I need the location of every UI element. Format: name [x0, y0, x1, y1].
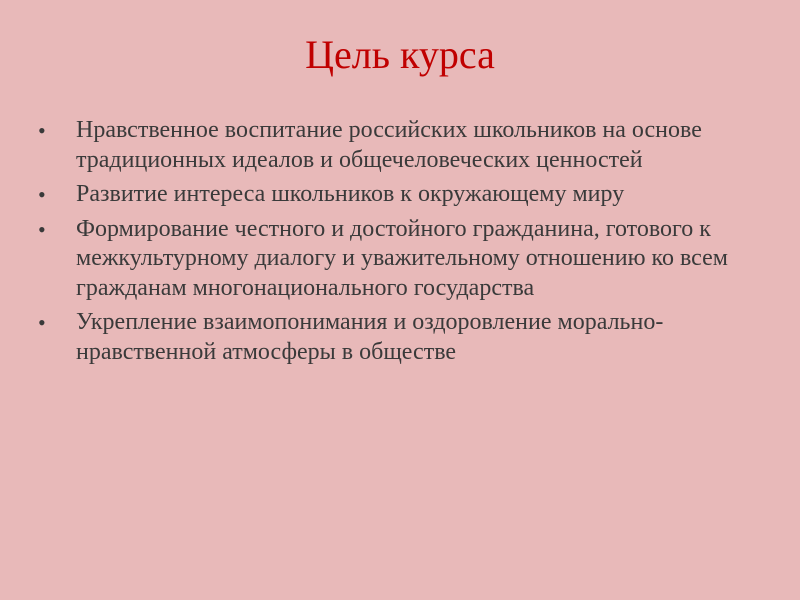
bullet-item	[38, 215, 738, 304]
bullet-icon: •	[38, 216, 46, 242]
bullet-text: Укрепление взаимопонимания и оздоровление морально-нравственной атмосферы в обществе	[76, 309, 664, 365]
bullet-text: Развитие интереса школьников к окружающему миру	[76, 181, 625, 207]
bullet-item	[38, 180, 738, 210]
bullet-list	[38, 116, 738, 372]
bullet-item	[38, 116, 738, 175]
bullet-item	[38, 308, 738, 367]
slide-title: Цель курса	[305, 32, 495, 77]
bullet-icon: •	[38, 310, 46, 335]
bullet-icon: •	[38, 182, 46, 207]
bullet-text: Нравственное воспитание российских школьников на основе традиционных идеалов и общечеловеческих ценностей	[76, 117, 702, 173]
bullet-icon: •	[38, 118, 46, 143]
bullet-text: Формирование честного и достойного гражданина, готового к межкультурному диалогу и уважительному отношению ко всем гражданам многонационального государства	[76, 215, 728, 301]
